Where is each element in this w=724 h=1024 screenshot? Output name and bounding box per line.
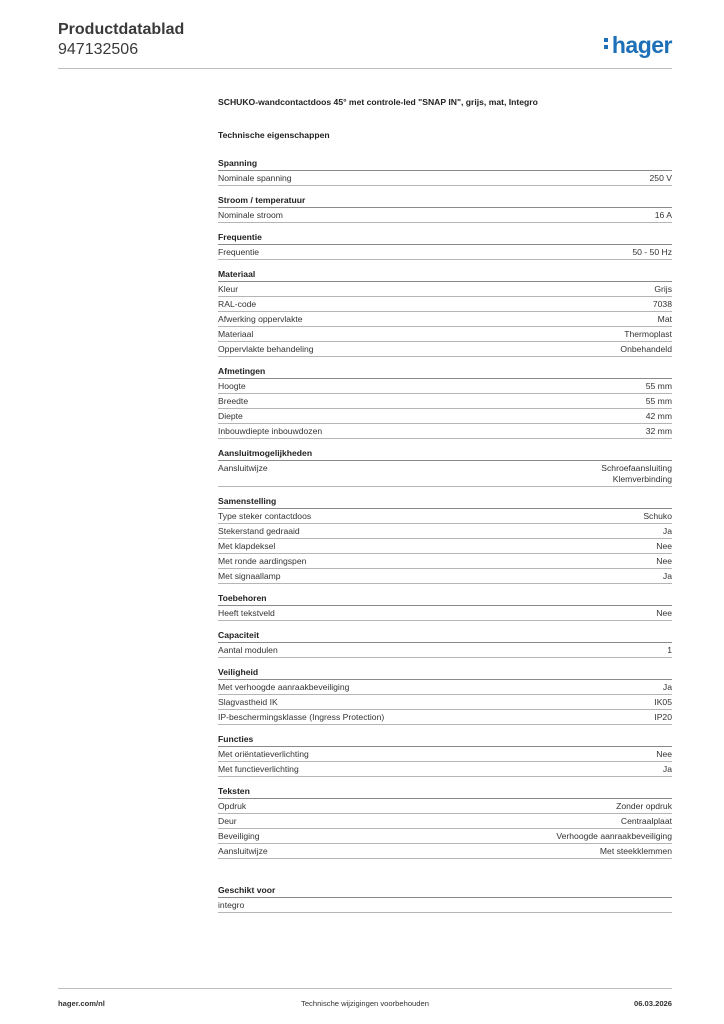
property-label: Opdruk xyxy=(218,801,247,811)
property-label: Breedte xyxy=(218,396,249,406)
property-group xyxy=(218,366,672,439)
property-label: IP-beschermingsklasse (Ingress Protection) xyxy=(218,712,385,722)
property-row xyxy=(218,509,672,524)
property-row xyxy=(218,394,672,409)
property-label: Nominale spanning xyxy=(218,173,292,183)
logo-text: hager xyxy=(611,32,672,58)
property-label: Met klapdeksel xyxy=(218,541,276,551)
property-group xyxy=(218,734,672,777)
group-title: Toebehoren xyxy=(218,593,672,606)
property-value: Ja xyxy=(662,764,672,774)
property-label: Met functieverlichting xyxy=(218,764,299,774)
property-value: Onbehandeld xyxy=(620,344,672,354)
technical-heading: Technische eigenschappen xyxy=(218,130,330,140)
property-label: Slagvastheid IK xyxy=(218,697,278,707)
property-value: Mat xyxy=(657,314,672,324)
property-label: Aansluitwijze xyxy=(218,463,268,473)
property-row xyxy=(218,643,672,658)
group-title: Teksten xyxy=(218,786,672,799)
property-row xyxy=(218,327,672,342)
property-row xyxy=(218,762,672,777)
property-group xyxy=(218,885,672,913)
property-row xyxy=(218,342,672,357)
property-value: IP20 xyxy=(654,712,672,722)
property-value: 55 mm xyxy=(645,381,672,391)
property-value: Nee xyxy=(656,608,672,618)
property-value: Grijs xyxy=(654,284,672,294)
property-group xyxy=(218,448,672,487)
property-value: Met steekklemmen xyxy=(599,846,672,856)
property-label: Met signaallamp xyxy=(218,571,281,581)
group-title: Geschikt voor xyxy=(218,885,672,898)
property-value: Thermoplast xyxy=(624,329,672,339)
property-label: Aantal modulen xyxy=(218,645,278,655)
header-divider xyxy=(58,68,672,69)
property-row xyxy=(218,379,672,394)
hager-logo xyxy=(604,32,672,59)
property-value: Nee xyxy=(656,541,672,551)
property-label: Inbouwdiepte inbouwdozen xyxy=(218,426,323,436)
group-title: Spanning xyxy=(218,158,672,171)
group-title: Samenstelling xyxy=(218,496,672,509)
property-label: Heeft tekstveld xyxy=(218,608,275,618)
property-row xyxy=(218,799,672,814)
property-row xyxy=(218,245,672,260)
product-number: 947132506 xyxy=(58,41,139,58)
property-row xyxy=(218,710,672,725)
footer-divider xyxy=(58,988,672,989)
property-value: Ja xyxy=(662,571,672,581)
property-group xyxy=(218,158,672,186)
property-value: Nee xyxy=(656,556,672,566)
property-group xyxy=(218,630,672,658)
property-value: 1 xyxy=(667,645,672,655)
property-groups xyxy=(218,158,672,859)
property-group xyxy=(218,496,672,584)
document-title: Productdatablad xyxy=(58,21,185,38)
property-value: Verhoogde aanraakbeveiliging xyxy=(556,831,672,841)
property-row xyxy=(218,898,672,913)
property-label: Stekerstand gedraaid xyxy=(218,526,300,536)
group-title: Afmetingen xyxy=(218,366,672,379)
property-label: Deur xyxy=(218,816,237,826)
property-value: Schroefaansluiting Klemverbinding xyxy=(601,463,672,484)
property-value: IK05 xyxy=(654,697,672,707)
product-title: SCHUKO-wandcontactdoos 45° met controle-led "SNAP IN", grijs, mat, Integro xyxy=(218,97,538,107)
property-label: Afwerking oppervlakte xyxy=(218,314,303,324)
property-group xyxy=(218,269,672,357)
group-title: Aansluitmogelijkheden xyxy=(218,448,672,461)
property-value: 250 V xyxy=(649,173,672,183)
property-row xyxy=(218,554,672,569)
property-value: Schuko xyxy=(643,511,672,521)
property-group xyxy=(218,593,672,621)
footer-website: hager.com/nl xyxy=(58,999,105,1008)
property-label: Frequentie xyxy=(218,247,260,257)
property-value: 55 mm xyxy=(645,396,672,406)
property-label: Diepte xyxy=(218,411,243,421)
property-value: 42 mm xyxy=(645,411,672,421)
property-value: Centraalplaat xyxy=(620,816,672,826)
property-row xyxy=(218,539,672,554)
property-row xyxy=(218,297,672,312)
property-label: Oppervlakte behandeling xyxy=(218,344,314,354)
property-row xyxy=(218,680,672,695)
property-group xyxy=(218,232,672,260)
property-row xyxy=(218,171,672,186)
group-title: Materiaal xyxy=(218,269,672,282)
property-row xyxy=(218,569,672,584)
group-title: Frequentie xyxy=(218,232,672,245)
property-label: Aansluitwijze xyxy=(218,846,268,856)
footer-disclaimer: Technische wijzigingen voorbehouden xyxy=(301,999,429,1008)
page-header xyxy=(58,20,672,70)
property-row xyxy=(218,606,672,621)
property-row xyxy=(218,829,672,844)
suitable-for-section xyxy=(218,885,672,913)
property-row xyxy=(218,814,672,829)
datasheet-content xyxy=(218,96,672,922)
property-value: Ja xyxy=(662,682,672,692)
group-title: Functies xyxy=(218,734,672,747)
property-label: integro xyxy=(218,900,245,910)
footer-date: 06.03.2026 xyxy=(633,999,672,1008)
group-title: Stroom / temperatuur xyxy=(218,195,672,208)
property-row xyxy=(218,312,672,327)
property-label: Hoogte xyxy=(218,381,246,391)
property-row xyxy=(218,208,672,223)
property-row xyxy=(218,461,672,487)
group-title: Veiligheid xyxy=(218,667,672,680)
property-label: Type steker contactdoos xyxy=(218,511,312,521)
property-label: Nominale stroom xyxy=(218,210,283,220)
page-footer xyxy=(58,999,672,1011)
property-label: Met verhoogde aanraakbeveiliging xyxy=(218,682,350,692)
spacer xyxy=(218,868,672,885)
property-row xyxy=(218,282,672,297)
property-group xyxy=(218,786,672,859)
group-title: Capaciteit xyxy=(218,630,672,643)
property-label: RAL-code xyxy=(218,299,257,309)
property-row xyxy=(218,844,672,859)
property-row xyxy=(218,409,672,424)
property-row xyxy=(218,424,672,439)
property-value: Nee xyxy=(656,749,672,759)
property-value: 16 A xyxy=(654,210,672,220)
property-label: Kleur xyxy=(218,284,239,294)
property-row xyxy=(218,524,672,539)
property-value: Ja xyxy=(662,526,672,536)
property-label: Materiaal xyxy=(218,329,254,339)
property-label: Met oriëntatieverlichting xyxy=(218,749,309,759)
property-label: Met ronde aardingspen xyxy=(218,556,307,566)
property-row xyxy=(218,695,672,710)
property-value: Zonder opdruk xyxy=(616,801,672,811)
property-group xyxy=(218,667,672,725)
property-group xyxy=(218,195,672,223)
property-value: 7038 xyxy=(652,299,672,309)
property-value: 50 - 50 Hz xyxy=(632,247,672,257)
property-label: Beveiliging xyxy=(218,831,260,841)
property-row xyxy=(218,747,672,762)
property-value: 32 mm xyxy=(645,426,672,436)
logo-dots-icon xyxy=(604,35,610,52)
